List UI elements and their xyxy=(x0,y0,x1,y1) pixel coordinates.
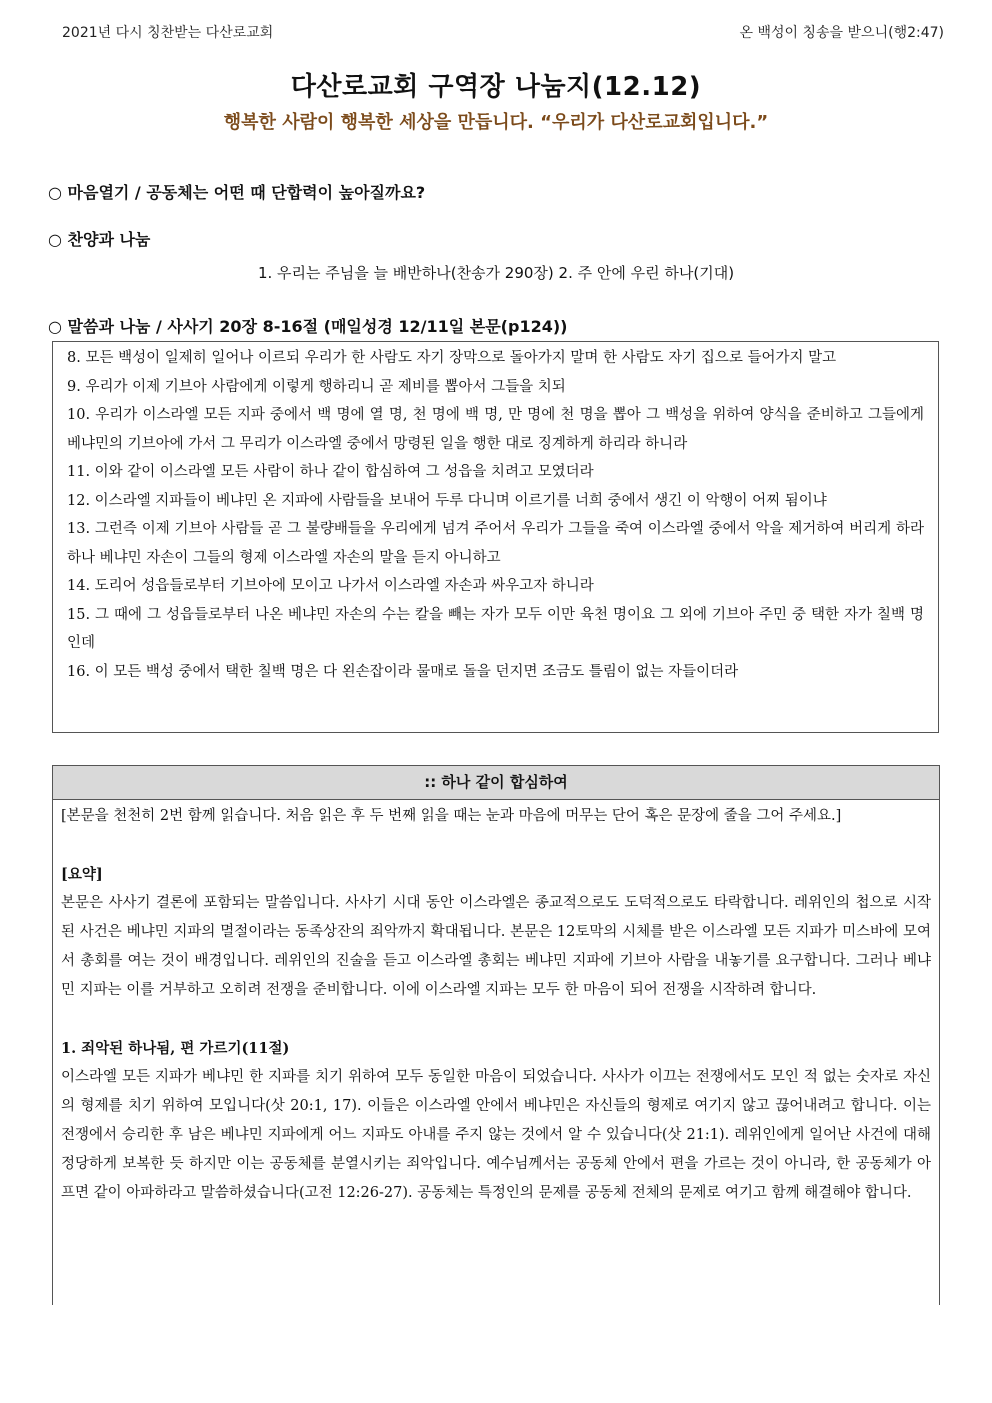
praise-songs: 1. 우리는 주님을 늘 배반하나(찬송가 290장) 2. 주 안에 우린 하나(기대) xyxy=(257,264,735,282)
verse: 16. 이 모든 백성 중에서 택한 칠백 명은 다 왼손잡이라 물매로 돌을 던지면 조금도 틀림이 없는 자들이더라 xyxy=(67,663,739,680)
summary-text: 본문은 사사기 결론에 포함되는 말씀입니다. 사사기 시대 동안 이스라엘은 종교적으로도 도덕적으로도 타락합니다. 레위인의 첩으로 시작된 사건은 베냐민 지파의 멸절이라는 동족상잔의 죄악까지 확대됩니다. 본문은 12토막의 시체를 받은 이스라엘 모든 지파가 미스바에 모여서 총회를 여는 것이 배경입니다. 레위인의 진술을 듣고 이스라엘 총회는 베냐민 지파에 기브아 사람을 내놓기를 요구합니다. 그러나 베냐민 지파는 이를 거부하고 오히려 전쟁을 준비합니다. 이에 이스라엘 지파는 모두 한 마음이 되어 전쟁을 시작하려 합니다. xyxy=(61,895,931,998)
verse: 14. 도리어 성읍들로부터 기브아에 모이고 나가서 이스라엘 자손과 싸우고자 하니라 xyxy=(67,578,594,594)
section-word: ○ 말씀과 나눔 / 사사기 20장 8-16절 (매일성경 12/11일 본문(p124)) xyxy=(48,317,568,336)
verse: 9. 우리가 이제 기브아 사람에게 이렇게 행하리니 곧 제비를 뽑아서 그들을 치되 xyxy=(67,378,566,395)
study-box xyxy=(52,765,940,1305)
summary-title: [요약] xyxy=(61,866,103,883)
spacer xyxy=(61,831,931,860)
verses-box xyxy=(52,341,939,733)
study-body xyxy=(53,800,939,1208)
study-intro: [본문을 천천히 2번 함께 읽습니다. 처음 읽은 후 두 번째 읽을 때는 눈과 마음에 머무는 단어 혹은 문장에 줄을 그어 주세요.] xyxy=(61,808,842,824)
verse: 11. 이와 같이 이스라엘 모든 사람이 하나 같이 합심하여 그 성읍을 치려고 모였더라 xyxy=(67,464,594,480)
verse: 15. 그 때에 그 성읍들로부터 나온 베냐민 자손의 수는 칼을 빼는 자가 모두 이만 육천 명이요 그 외에 기브아 주민 중 택한 자가 칠백 명인데 xyxy=(67,606,924,651)
point1-title: 1. 죄악된 하나됨, 편 가르기(11절) xyxy=(61,1040,290,1057)
verse: 10. 우리가 이스라엘 모든 지파 중에서 백 명에 열 명, 천 명에 백 명, 만 명에 천 명을 뽑아 그 백성을 위하여 양식을 준비하고 그들에게 베냐민의 기브아에 가서 그 무리가 이스라엘 중에서 망령된 일을 행한 대로 징계하게 하리라 하니라 xyxy=(67,407,924,452)
verse: 8. 모든 백성이 일제히 일어나 이르되 우리가 한 사람도 자기 장막으로 돌아가지 말며 한 사람도 자기 집으로 들어가지 말고 xyxy=(67,350,837,366)
header-right: 온 백성이 칭송을 받으니(행2:47) xyxy=(739,25,944,41)
section-opening: ○ 마음열기 / 공동체는 어떤 때 단합력이 높아질까요? xyxy=(48,183,426,202)
page-title: 다산로교회 구역장 나눔지(12.12) xyxy=(290,72,702,102)
header-left: 2021년 다시 칭찬받는 다산로교회 xyxy=(62,25,274,41)
section-praise: ○ 찬양과 나눔 xyxy=(48,230,151,249)
point1-text: 이스라엘 모든 지파가 베냐민 한 지파를 치기 위하여 모두 동일한 마음이 되었습니다. 사사가 이끄는 전쟁에서도 모인 적 없는 숫자로 자신의 형제를 치기 위하여 모입니다(삿 20:1, 17). 이들은 이스라엘 안에서 베냐민은 자신들의 형제로 여기지 않고 끊어내려고 합니다. 이는 전쟁에서 승리한 후 남은 베냐민 지파에게 어느 지파도 아내를 주지 않는 것에서 알 수 있습니다(삿 21:1). 레위인에게 일어난 사건에 대해 정당하게 보복한 듯 하지만 이는 공동체를 분열시키는 죄악입니다. 예수님께서는 공동체 안에서 편을 가르는 것이 아니라, 한 공동체가 아프면 같이 아파하라고 말씀하셨습니다(고전 12:26-27). 공동체는 특정인의 문제를 공동체 전체의 문제로 여기고 함께 해결해야 합니다. xyxy=(61,1069,931,1201)
spacer xyxy=(61,1005,931,1034)
page-subtitle: 행복한 사람이 행복한 세상을 만듭니다. “우리가 다산로교회입니다.” xyxy=(223,112,769,133)
verse: 13. 그런즉 이제 기브아 사람들 곧 그 불량배들을 우리에게 넘겨 주어서 우리가 그들을 죽여 이스라엘 중에서 악을 제거하여 버리게 하라 하나 베냐민 자손이 그들의 형제 이스라엘 자손의 말을 듣지 아니하고 xyxy=(67,521,924,566)
verse: 12. 이스라엘 지파들이 베냐민 온 지파에 사람들을 보내어 두루 다니며 이르기를 너희 중에서 생긴 이 악행이 어찌 됨이냐 xyxy=(67,492,827,509)
study-header: :: 하나 같이 합심하여 xyxy=(53,766,939,800)
